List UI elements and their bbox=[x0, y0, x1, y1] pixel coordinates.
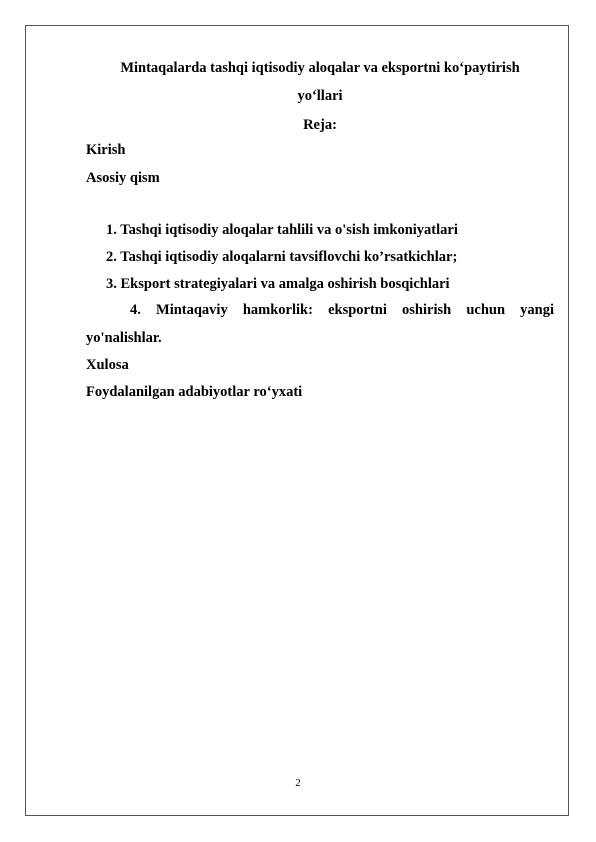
page-number: 2 bbox=[295, 777, 301, 789]
plan-item-3: 3. Eksport strategiyalari va amalga oshirish bosqichlari bbox=[106, 276, 450, 292]
document-title-line2: yoʻllari bbox=[297, 88, 343, 104]
plan-heading: Reja: bbox=[303, 117, 337, 133]
plan-item-4-line1: 4. Mintaqaviy hamkorlik: eksportni oshirish uchun yangi bbox=[130, 302, 554, 318]
section-main-part: Asosiy qism bbox=[86, 170, 160, 186]
document-title-line1: Mintaqalarda tashqi iqtisodiy aloqalar va eksportni koʻpaytirish bbox=[120, 60, 520, 76]
section-intro: Kirish bbox=[86, 142, 126, 158]
plan-item-1: 1. Tashqi iqtisodiy aloqalar tahlili va o'sish imkoniyatlari bbox=[106, 222, 458, 238]
section-conclusion: Xulosa bbox=[86, 357, 129, 373]
section-references: Foydalanilgan adabiyotlar roʻyxati bbox=[86, 384, 303, 400]
plan-item-4-line2: yo'nalishlar. bbox=[86, 330, 162, 346]
plan-item-2: 2. Tashqi iqtisodiy aloqalarni tavsiflovchi ko’rsatkichlar; bbox=[106, 249, 458, 265]
